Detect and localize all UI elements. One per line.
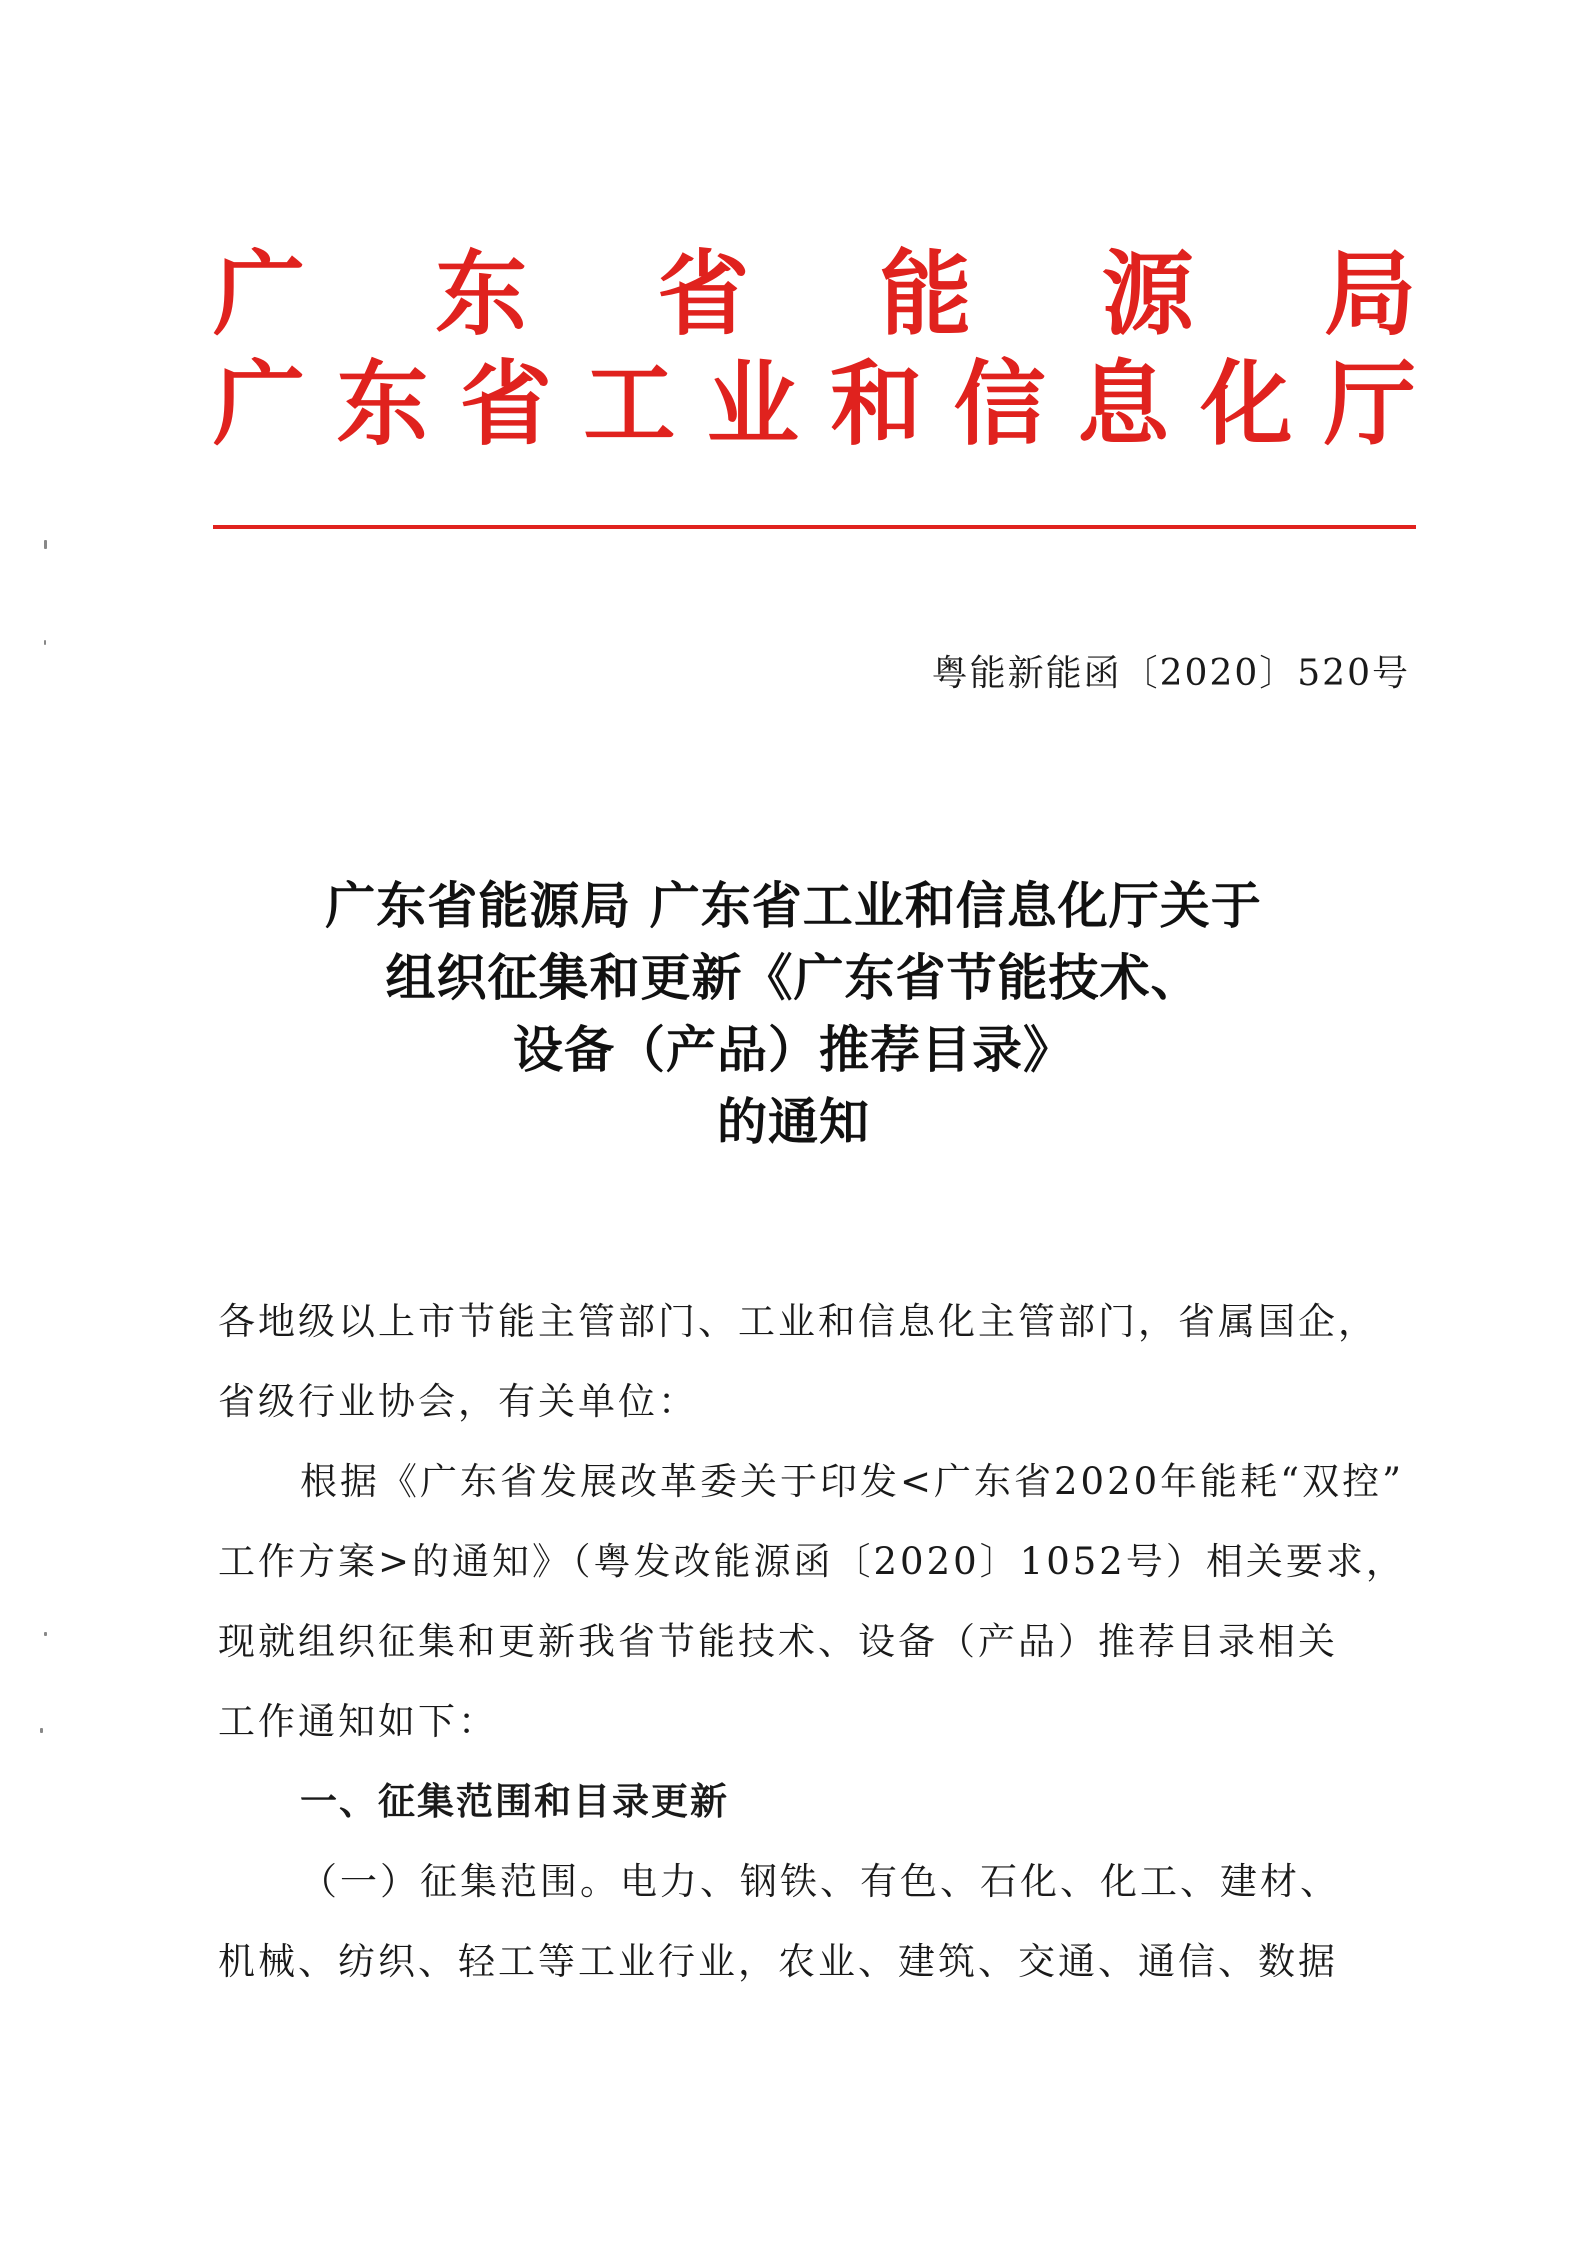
paragraph-line: （一）征集范围。电力、钢铁、有色、石化、化工、建材、 [300,1860,1340,1903]
addressee-line: 省级行业协会，有关单位： [218,1380,698,1423]
scan-speck [44,1632,47,1636]
letterhead-char: 厅 [1323,350,1416,458]
letterhead-char: 化 [1200,350,1293,458]
title-line: 广东省能源局 广东省工业和信息化厅关于 [325,876,1262,935]
letterhead-char: 广 [213,240,306,348]
section-heading: 一、征集范围和目录更新 [300,1780,729,1823]
paragraph-line: 机械、纺织、轻工等工业行业，农业、建筑、交通、通信、数据 [218,1940,1338,1983]
title-line: 的通知 [717,1092,870,1151]
letterhead-issuer-1 [213,240,1416,348]
letterhead-issuer-2 [213,350,1416,458]
letterhead-char: 工 [583,350,676,458]
document-body [218,1282,1416,2002]
letterhead-char: 和 [830,350,923,458]
letterhead-char: 局 [1323,240,1416,348]
letterhead-char: 能 [879,240,972,348]
letterhead-char: 业 [706,350,799,458]
document-number: 粤能新能函〔2020〕520号 [931,653,1410,694]
scan-speck [40,1728,43,1733]
letterhead-char: 广 [213,350,306,458]
addressee-line: 各地级以上市节能主管部门、工业和信息化主管部门，省属国企， [218,1300,1378,1343]
title-line: 设备（产品）推荐目录》 [513,1020,1074,1079]
letterhead-char: 省 [459,350,552,458]
letterhead-char: 信 [953,350,1046,458]
document-title [0,870,1587,1158]
letterhead-char: 源 [1101,240,1194,348]
paragraph-line: 工作方案>的通知》（粤发改能源函〔2020〕1052号）相关要求， [218,1540,1406,1583]
letterhead-char: 东 [435,240,528,348]
letterhead-char: 省 [657,240,750,348]
letterhead-char: 东 [336,350,429,458]
scan-speck [44,640,46,645]
title-line: 组织征集和更新《广东省节能技术、 [385,948,1202,1007]
paragraph-line: 根据《广东省发展改革委关于印发<广东省2020年能耗“双控” [300,1460,1404,1503]
scan-speck [44,540,47,549]
paragraph-line: 工作通知如下： [218,1700,498,1743]
letterhead-char: 息 [1077,350,1170,458]
paragraph-line: 现就组织征集和更新我省节能技术、设备（产品）推荐目录相关 [218,1620,1338,1663]
red-divider [213,525,1416,529]
